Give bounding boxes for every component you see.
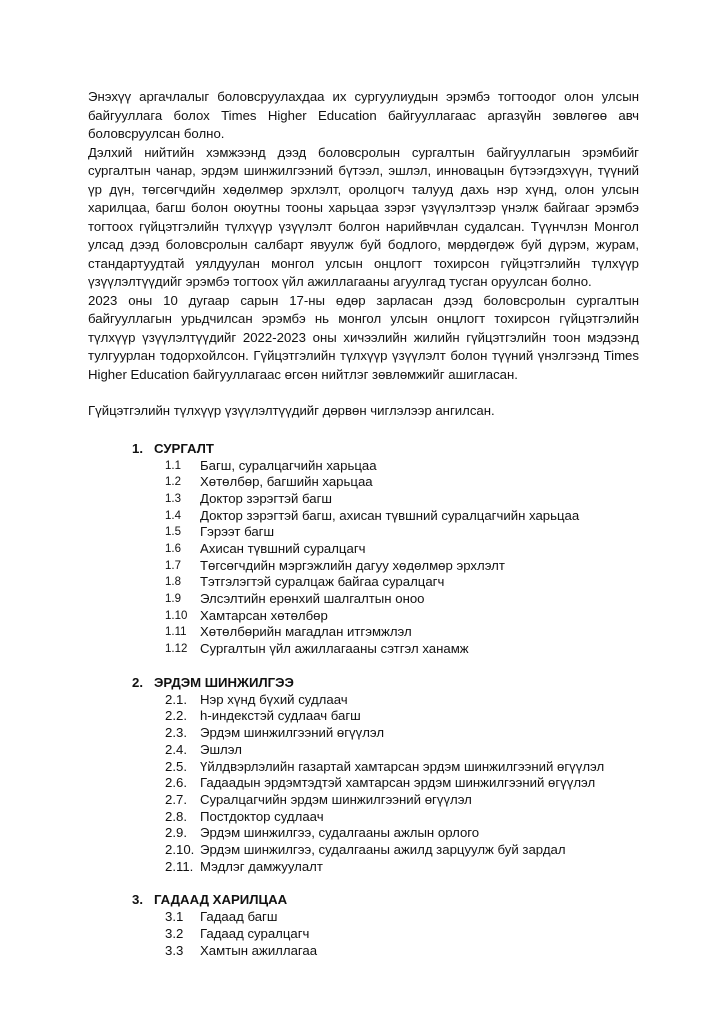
item-text: Төгсөгчдийн мэргэжлийн дагуу хөдөлмөр эрхлэлт xyxy=(200,557,505,573)
item-text: Гадаад багш xyxy=(200,909,278,925)
item-number: 1.5 xyxy=(165,526,181,539)
item-number: 1.3 xyxy=(165,492,181,505)
section-item-list xyxy=(88,458,639,658)
list-item xyxy=(88,825,639,842)
section-title: ЭРДЭМ ШИНЖИЛГЭЭ xyxy=(154,674,294,690)
item-text: Үйлдвэрлэлийн газартай хамтарсан эрдэм шинжилгээний өгүүлэл xyxy=(200,758,605,774)
paragraph-global-ranking: Дэлхий нийтийн хэмжээнд дээд боловсролын сургалтын байгууллагын эрэмбийг сургалтын чанар, эрдэм шинжилгээний бүтээл, эшлэл, инновацын бүтээгдэхүүн, түүний үр дүн, төгсөгчдийн хөдөлмөр эрхлэлт, оролцогч талууд дахь нэр хүнд, олон улсын харилцаа, багш болон оюутны тооны харьцаа зэрэг үзүүлэлтээр үнэлж байгааг эрэмбэ тогтоох гүйцэтгэлийн түлхүүр үзүүлэлт болгон нарийвчлан судалсан. Түүнчлэн Монгол улсад дээд боловсролын салбарт явуулж буй бодлого, мөрдөгдөж буй дүрэм, журам, стандартуудтай уялдуулан монгол улсын онцлогт тохирсон гүйцэтгэлийн түлхүүр үзүүлэлтүүдийг эрэмбэ тогтоох үйл ажиллагааны агуулгад тусган оруулсан болно. xyxy=(88,144,639,289)
list-item xyxy=(88,909,639,926)
item-number: 2.1. xyxy=(165,691,187,707)
item-number: 3.1 xyxy=(165,909,184,925)
item-number: 1.2 xyxy=(165,476,181,489)
item-text: Хөтөлбөр, багшийн харьцаа xyxy=(200,474,373,490)
paragraph-methodology: Энэхүү аргачлалыг боловсруулахдаа их сургуулиудын эрэмбэ тогтоодог олон улсын байгууллага болох Times Higher Education байгууллагаас аргазүйн зөвлөгөө авч боловсруулсан болно. xyxy=(88,89,639,141)
list-item xyxy=(88,641,639,658)
item-text: Хөтөлбөрийн магадлан итгэмжлэл xyxy=(200,624,412,640)
item-text: Суралцагчийн эрдэм шинжилгээний өгүүлэл xyxy=(200,791,472,807)
list-item xyxy=(88,792,639,809)
item-text: Хамтын ажиллагаа xyxy=(200,942,318,958)
item-number: 1.7 xyxy=(165,559,181,572)
item-text: Эрдэм шинжилгээний өгүүлэл xyxy=(200,725,385,741)
item-number: 3.3 xyxy=(165,942,184,958)
intro-sentence: Гүйцэтгэлийн түлхүүр үзүүлэлтүүдийг дөрвөн чиглэлээр ангилсан. xyxy=(88,403,495,418)
item-number: 2.9. xyxy=(165,825,187,841)
item-number: 2.3. xyxy=(165,725,187,741)
list-item xyxy=(88,725,639,742)
list-item xyxy=(88,541,639,558)
item-text: Гадаадын эрдэмтэдтэй хамтарсан эрдэм шинжилгээний өгүүлэл xyxy=(200,775,596,791)
item-number: 1.9 xyxy=(165,593,181,605)
item-text: Эрдэм шинжилгээ, судалгааны ажлын орлого xyxy=(200,825,480,841)
section-heading xyxy=(88,673,639,692)
list-item xyxy=(88,742,639,759)
kpi-sections xyxy=(88,439,639,960)
section-heading xyxy=(88,439,639,458)
item-number: 2.11. xyxy=(165,858,194,874)
item-number: 1.1 xyxy=(165,459,181,472)
list-item xyxy=(88,775,639,792)
section-number: 3. xyxy=(132,892,143,908)
item-number: 2.5. xyxy=(165,758,187,774)
item-number: 2.4. xyxy=(165,741,187,757)
spacer xyxy=(88,384,639,402)
item-text: Гэрээт багш xyxy=(200,524,275,540)
item-number: 1.6 xyxy=(165,542,181,555)
section-2 xyxy=(88,673,639,876)
section-heading xyxy=(88,890,639,909)
section-3 xyxy=(88,890,639,959)
list-item xyxy=(88,926,639,943)
item-number: 2.10. xyxy=(165,841,195,857)
document-page xyxy=(88,88,639,959)
section-number: 1. xyxy=(132,440,143,456)
item-text: Хамтарсан хөтөлбөр xyxy=(200,607,328,623)
list-item xyxy=(88,943,639,960)
item-text: h-индекстэй судлаач багш xyxy=(200,708,361,724)
list-item xyxy=(88,491,639,508)
paragraph-preliminary-ranking: 2023 оны 10 дугаар сарын 17-ны өдөр зарласан дээд боловсролын сургалтын байгууллагын урьдчилсан эрэмбэ нь монгол улсын онцлогт тохирсон гүйцэтгэлийн түлхүүр үзүүлэлтүүдийг 2022-2023 оны хичээлийн жилийн гүйцэтгэлийн тоон мэдээнд тулгуурлан тодорхойлсон. Гүйцэтгэлийн түлхүүр үзүүлэлт болон түүний үнэлгээнд Times Higher Education байгууллагаас өгсөн нийтлэг зөвлөмжийг ашигласан. xyxy=(88,292,639,382)
item-text: Гадаад суралцагч xyxy=(200,926,310,941)
list-item xyxy=(88,624,639,641)
list-item xyxy=(88,524,639,541)
section-item-list xyxy=(88,692,639,876)
section-title: ГАДААД ХАРИЛЦАА xyxy=(154,892,288,908)
section-number: 2. xyxy=(132,674,143,690)
spacer xyxy=(88,421,639,439)
item-number: 1.10 xyxy=(165,609,188,622)
list-item xyxy=(88,842,639,859)
item-text: Постдоктор судлаач xyxy=(200,808,324,824)
item-number: 2.7. xyxy=(165,791,187,807)
item-number: 2.8. xyxy=(165,808,187,824)
section-item-list xyxy=(88,909,639,959)
item-text: Мэдлэг дамжуулалт xyxy=(200,858,323,874)
item-text: Доктор зэрэгтэй багш xyxy=(200,490,332,506)
item-text: Тэтгэлэгтэй суралцаж байгаа суралцагч xyxy=(200,574,445,590)
item-text: Нэр хүнд бүхий судлаач xyxy=(200,691,348,707)
item-text: Ахисан түвшний суралцагч xyxy=(200,540,366,556)
item-text: Сургалтын үйл ажиллагааны сэтгэл ханамж xyxy=(200,641,469,657)
list-item xyxy=(88,692,639,709)
item-number: 2.2. xyxy=(165,708,187,724)
section-title: СУРГАЛТ xyxy=(154,440,214,456)
section-1 xyxy=(88,439,639,658)
item-number: 2.6. xyxy=(165,775,187,791)
item-number: 3.2 xyxy=(165,926,184,941)
list-item xyxy=(88,859,639,876)
list-item xyxy=(88,558,639,575)
item-number: 1.4 xyxy=(165,509,181,522)
item-text: Эрдэм шинжилгээ, судалгааны ажилд зарцуулж буй зардал xyxy=(200,841,566,857)
item-text: Эшлэл xyxy=(200,741,242,757)
list-item xyxy=(88,458,639,475)
item-text: Доктор зэрэгтэй багш, ахисан түвшний суралцагчийн харьцаа xyxy=(200,507,580,523)
list-item xyxy=(88,708,639,725)
list-item xyxy=(88,759,639,776)
list-item xyxy=(88,591,639,608)
list-item xyxy=(88,809,639,826)
item-text: Элсэлтийн ерөнхий шалгалтын оноо xyxy=(200,591,425,606)
list-item xyxy=(88,508,639,525)
list-item xyxy=(88,574,639,591)
item-text: Багш, суралцагчийн харьцаа xyxy=(200,457,377,473)
list-item xyxy=(88,474,639,491)
item-number: 1.12 xyxy=(165,643,188,656)
list-item xyxy=(88,608,639,625)
item-number: 1.8 xyxy=(165,576,181,589)
item-number: 1.11 xyxy=(165,626,187,639)
